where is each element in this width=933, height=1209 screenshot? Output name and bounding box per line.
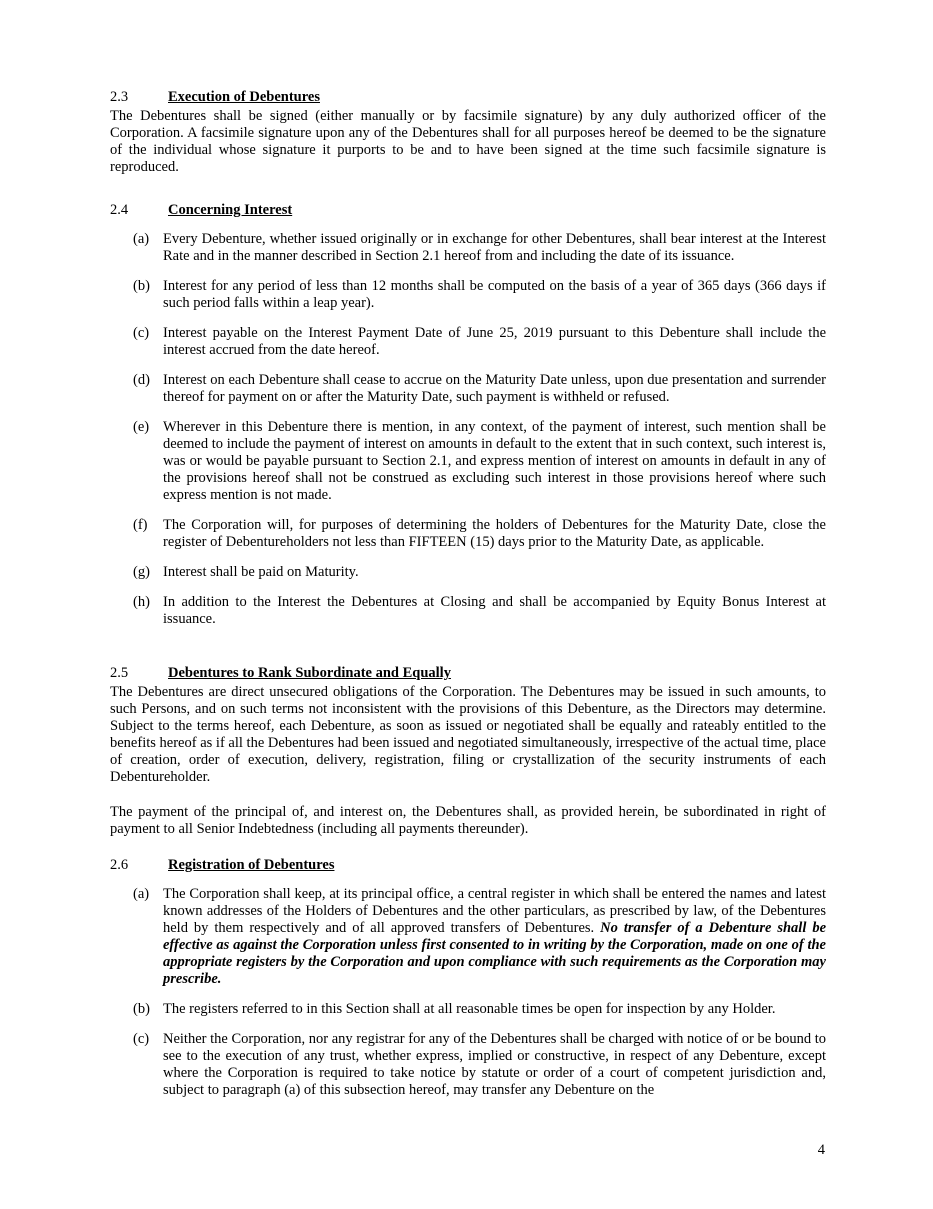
list-item [110,1031,826,1099]
section-title: Concerning Interest [168,202,293,218]
section-heading [110,89,826,106]
section-heading [110,202,826,219]
item-label: (g) [133,564,150,580]
item-label: (f) [133,517,148,533]
page-number: 4 [817,1142,825,1158]
item-text: Wherever in this Debenture there is mention, in any context, of the payment of interest, such mention shall be deemed to include the payment of interest on amounts in default to the extent that in such context, such interest is, was or would be payable pursuant to Section 2.1, and express mention of interest on amounts in default in any of the provisions hereof shall not be construed as excluding such interest in those provisions hereof where such express mention is not made. [163,419,826,503]
item-text: Interest payable on the Interest Payment Date of June 25, 2019 pursuant to this Debenture shall include the interest accrued from the date hereof. [163,325,826,358]
section-title: Execution of Debentures [168,89,320,105]
item-label: (a) [133,886,150,902]
list-item [110,419,826,504]
item-label: (c) [133,325,150,341]
list-item [110,372,826,406]
item-text: Neither the Corporation, nor any registrar for any of the Debentures shall be charged with notice of or be bound to see to the execution of any trust, whether express, implied or constructive, in respect of any Debenture, except where the Corporation is required to take notice by statute or order of a court of competent jurisdiction and, subject to paragraph (a) of this subsection hereof, may transfer any Debenture on the [163,1031,826,1098]
list-item [110,278,826,312]
list-item [110,325,826,359]
list-item [110,886,826,988]
item-label: (a) [133,231,150,247]
item-label: (e) [133,419,150,435]
section-number: 2.3 [110,89,129,105]
list-item [110,594,826,628]
item-text: In addition to the Interest the Debentures at Closing and shall be accompanied by Equity Bonus Interest at issuance. [163,594,826,627]
section-heading [110,857,826,874]
list-item [110,231,826,265]
section-title: Registration of Debentures [168,857,335,873]
item-label: (b) [133,278,150,294]
item-label: (d) [133,372,150,388]
item-label: (c) [133,1031,150,1047]
document-content [110,89,826,1099]
list-item [110,1001,826,1018]
item-text: Every Debenture, whether issued originally or in exchange for other Debentures, shall bear interest at the Interest Rate and in the manner described in Section 2.1 hereof from and including the date of its issuance. [163,231,826,264]
item-text: The Corporation will, for purposes of determining the holders of Debentures for the Maturity Date, close the register of Debentureholders not less than FIFTEEN (15) days prior to the Maturity Date, as applicable. [163,517,826,550]
list-item [110,564,826,581]
paragraph: The payment of the principal of, and interest on, the Debentures shall, as provided herein, be subordinated in right of payment to all Senior Indebtedness (including all payments thereunder). [110,804,826,837]
section-number: 2.5 [110,665,129,681]
item-text: Interest on each Debenture shall cease to accrue on the Maturity Date unless, upon due presentation and surrender thereof for payment on or after the Maturity Date, such payment is withheld or refused. [163,372,826,405]
paragraph: The Debentures are direct unsecured obligations of the Corporation. The Debentures may be issued in such amounts, to such Persons, and on such terms not inconsistent with the provisions of this Debenture, as the Directors may determine. Subject to the terms hereof, each Debenture, as soon as issued or negotiated shall be equally and rateably entitled to the benefits hereof as if all the Debentures had been issued and negotiated simultaneously, irrespective of the actual time, place of creation, order of execution, delivery, registration, filing or crystallization of the security instruments of each Debentureholder. [110,684,826,785]
item-text-emphasis: No transfer of a Debenture shall be effective as against the Corporation unless first consented to in writing by the Corporation, made on one of the appropriate registers by the Corporation and upon compliance with such requirements as the Corporation may prescribe. [163,920,827,987]
section-title: Debentures to Rank Subordinate and Equally [168,665,451,681]
item-label: (b) [133,1001,150,1017]
item-text: Interest shall be paid on Maturity. [163,564,359,580]
section-number: 2.4 [110,202,129,218]
section-heading [110,665,826,682]
paragraph: The Debentures shall be signed (either manually or by facsimile signature) by any duly authorized officer of the Corporation. A facsimile signature upon any of the Debentures shall for all purposes hereof be deemed to be the signature of the individual whose signature it purports to be and to have been signed at the time such facsimile signature is reproduced. [110,108,826,175]
item-text [163,886,826,987]
item-label: (h) [133,594,150,610]
item-text: The registers referred to in this Section shall at all reasonable times be open for inspection by any Holder. [163,1001,776,1017]
section-execution-of-debentures [110,89,826,176]
section-number: 2.6 [110,857,129,873]
list-item [110,517,826,551]
section-concerning-interest [110,202,826,628]
section-debentures-rank [110,665,826,838]
item-text-plain: The Corporation shall keep, at its principal office, a central register in which shall be entered the names and latest known addresses of the Holders of Debentures and the other particulars, as prescribed by law, of the Debentures held by them respectively and of all approved transfers of Debentures. [163,886,826,936]
section-registration-of-debentures [110,857,826,1099]
item-text: Interest for any period of less than 12 months shall be computed on the basis of a year of 365 days (366 days if such period falls within a leap year). [163,278,826,311]
